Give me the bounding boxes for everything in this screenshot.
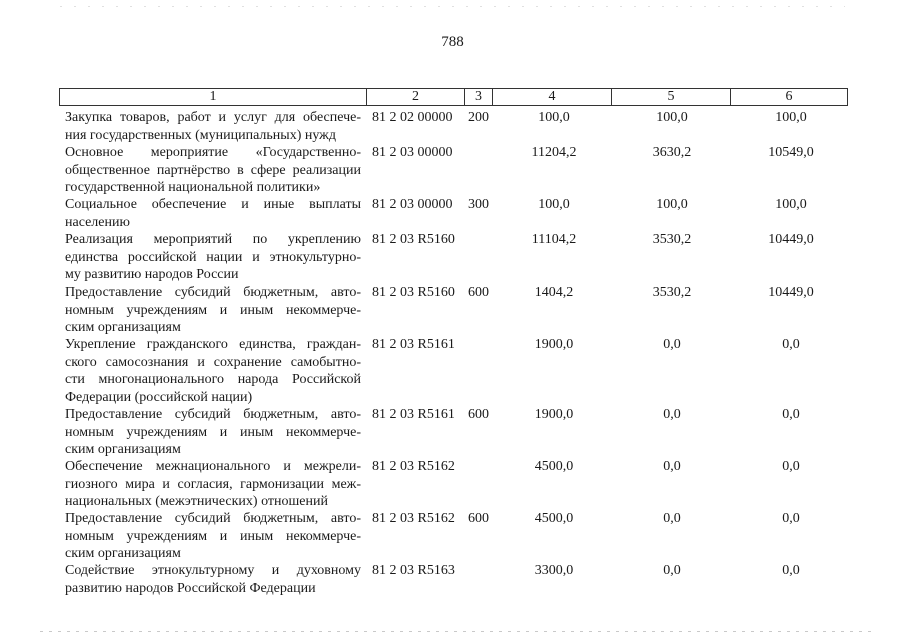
row-code: 81 2 03 R5160 (372, 232, 455, 247)
header-col-4: 4 (493, 89, 612, 106)
row-name: Обеспечение межнационального и межрели- гиозного мира и согласия, гармонизации меж- национальных (межэтнических) отношений (65, 459, 361, 509)
row-value-col4: 4500,0 (534, 459, 574, 474)
row-value-col4: 1404,2 (534, 285, 574, 300)
row-kind: 600 (468, 511, 489, 526)
row-value-col5: 100,0 (656, 197, 688, 212)
row-value-col5: 0,0 (663, 407, 681, 422)
row-value-col6: 100,0 (775, 110, 807, 125)
page-number: 788 (441, 34, 464, 50)
row-name: Основное мероприятие «Государственно- общественное партнёрство в сфере реализации государственной национальной политики» (65, 145, 361, 195)
row-value-col4: 1900,0 (534, 337, 574, 352)
row-value-col5: 0,0 (663, 337, 681, 352)
row-kind: 300 (468, 197, 489, 212)
row-name: Предоставление субсидий бюджетным, авто- номным учреждениям и иным некоммерче- ским организациям (65, 407, 361, 457)
row-value-col6: 10549,0 (768, 145, 814, 160)
row-value-col4: 100,0 (538, 110, 570, 125)
row-value-col6: 0,0 (782, 459, 800, 474)
row-value-col5: 3530,2 (652, 285, 692, 300)
row-value-col6: 0,0 (782, 511, 800, 526)
row-value-col5: 100,0 (656, 110, 688, 125)
row-value-col6: 10449,0 (768, 285, 814, 300)
row-code: 81 2 03 R5160 (372, 285, 455, 300)
row-code: 81 2 03 00000 (372, 197, 453, 212)
row-value-col5: 3530,2 (652, 232, 692, 247)
row-value-col4: 1900,0 (534, 407, 574, 422)
row-kind: 600 (468, 407, 489, 422)
row-value-col6: 10449,0 (768, 232, 814, 247)
header-col-5: 5 (612, 89, 731, 106)
header-col-1: 1 (60, 89, 367, 106)
row-name: Предоставление субсидий бюджетным, авто- номным учреждениям и иным некоммерче- ским организациям (65, 285, 361, 335)
row-value-col4: 11104,2 (531, 232, 577, 247)
row-value-col5: 3630,2 (652, 145, 692, 160)
row-name: Предоставление субсидий бюджетным, авто- номным учреждениям и иным некоммерче- ским организациям (65, 511, 361, 561)
row-value-col4: 3300,0 (534, 563, 574, 578)
row-value-col6: 100,0 (775, 197, 807, 212)
row-value-col6: 0,0 (782, 337, 800, 352)
row-value-col5: 0,0 (663, 563, 681, 578)
row-name: Содействие этнокультурному и духовному развитию народов Российской Федерации (65, 563, 361, 596)
row-code: 81 2 03 R5162 (372, 511, 455, 526)
header-col-2: 2 (367, 89, 465, 106)
header-col-3: 3 (465, 89, 493, 106)
row-code: 81 2 03 R5162 (372, 459, 455, 474)
row-name: Реализация мероприятий по укреплению единства российской нации и этнокультурно- му развитию народов России (65, 232, 361, 282)
row-kind: 200 (468, 110, 489, 125)
row-value-col4: 100,0 (538, 197, 570, 212)
row-code: 81 2 03 00000 (372, 145, 453, 160)
row-code: 81 2 02 00000 (372, 110, 453, 125)
row-name: Укрепление гражданского единства, граждан- ского самосознания и сохранение самобытно- сти многонационального народа Российской Федерации (российской нации) (65, 337, 361, 405)
row-value-col4: 4500,0 (534, 511, 574, 526)
row-value-col5: 0,0 (663, 511, 681, 526)
row-value-col4: 11204,2 (531, 145, 577, 160)
row-kind: 600 (468, 285, 489, 300)
row-name: Социальное обеспечение и иные выплаты населению (65, 197, 361, 230)
scan-artifact-bottom (40, 631, 875, 632)
row-value-col6: 0,0 (782, 407, 800, 422)
header-col-6: 6 (731, 89, 848, 106)
row-value-col6: 0,0 (782, 563, 800, 578)
row-code: 81 2 03 R5163 (372, 563, 455, 578)
row-code: 81 2 03 R5161 (372, 337, 455, 352)
row-code: 81 2 03 R5161 (372, 407, 455, 422)
row-name: Закупка товаров, работ и услуг для обеспече- ния государственных (муниципальных) нужд (65, 110, 361, 143)
row-value-col5: 0,0 (663, 459, 681, 474)
